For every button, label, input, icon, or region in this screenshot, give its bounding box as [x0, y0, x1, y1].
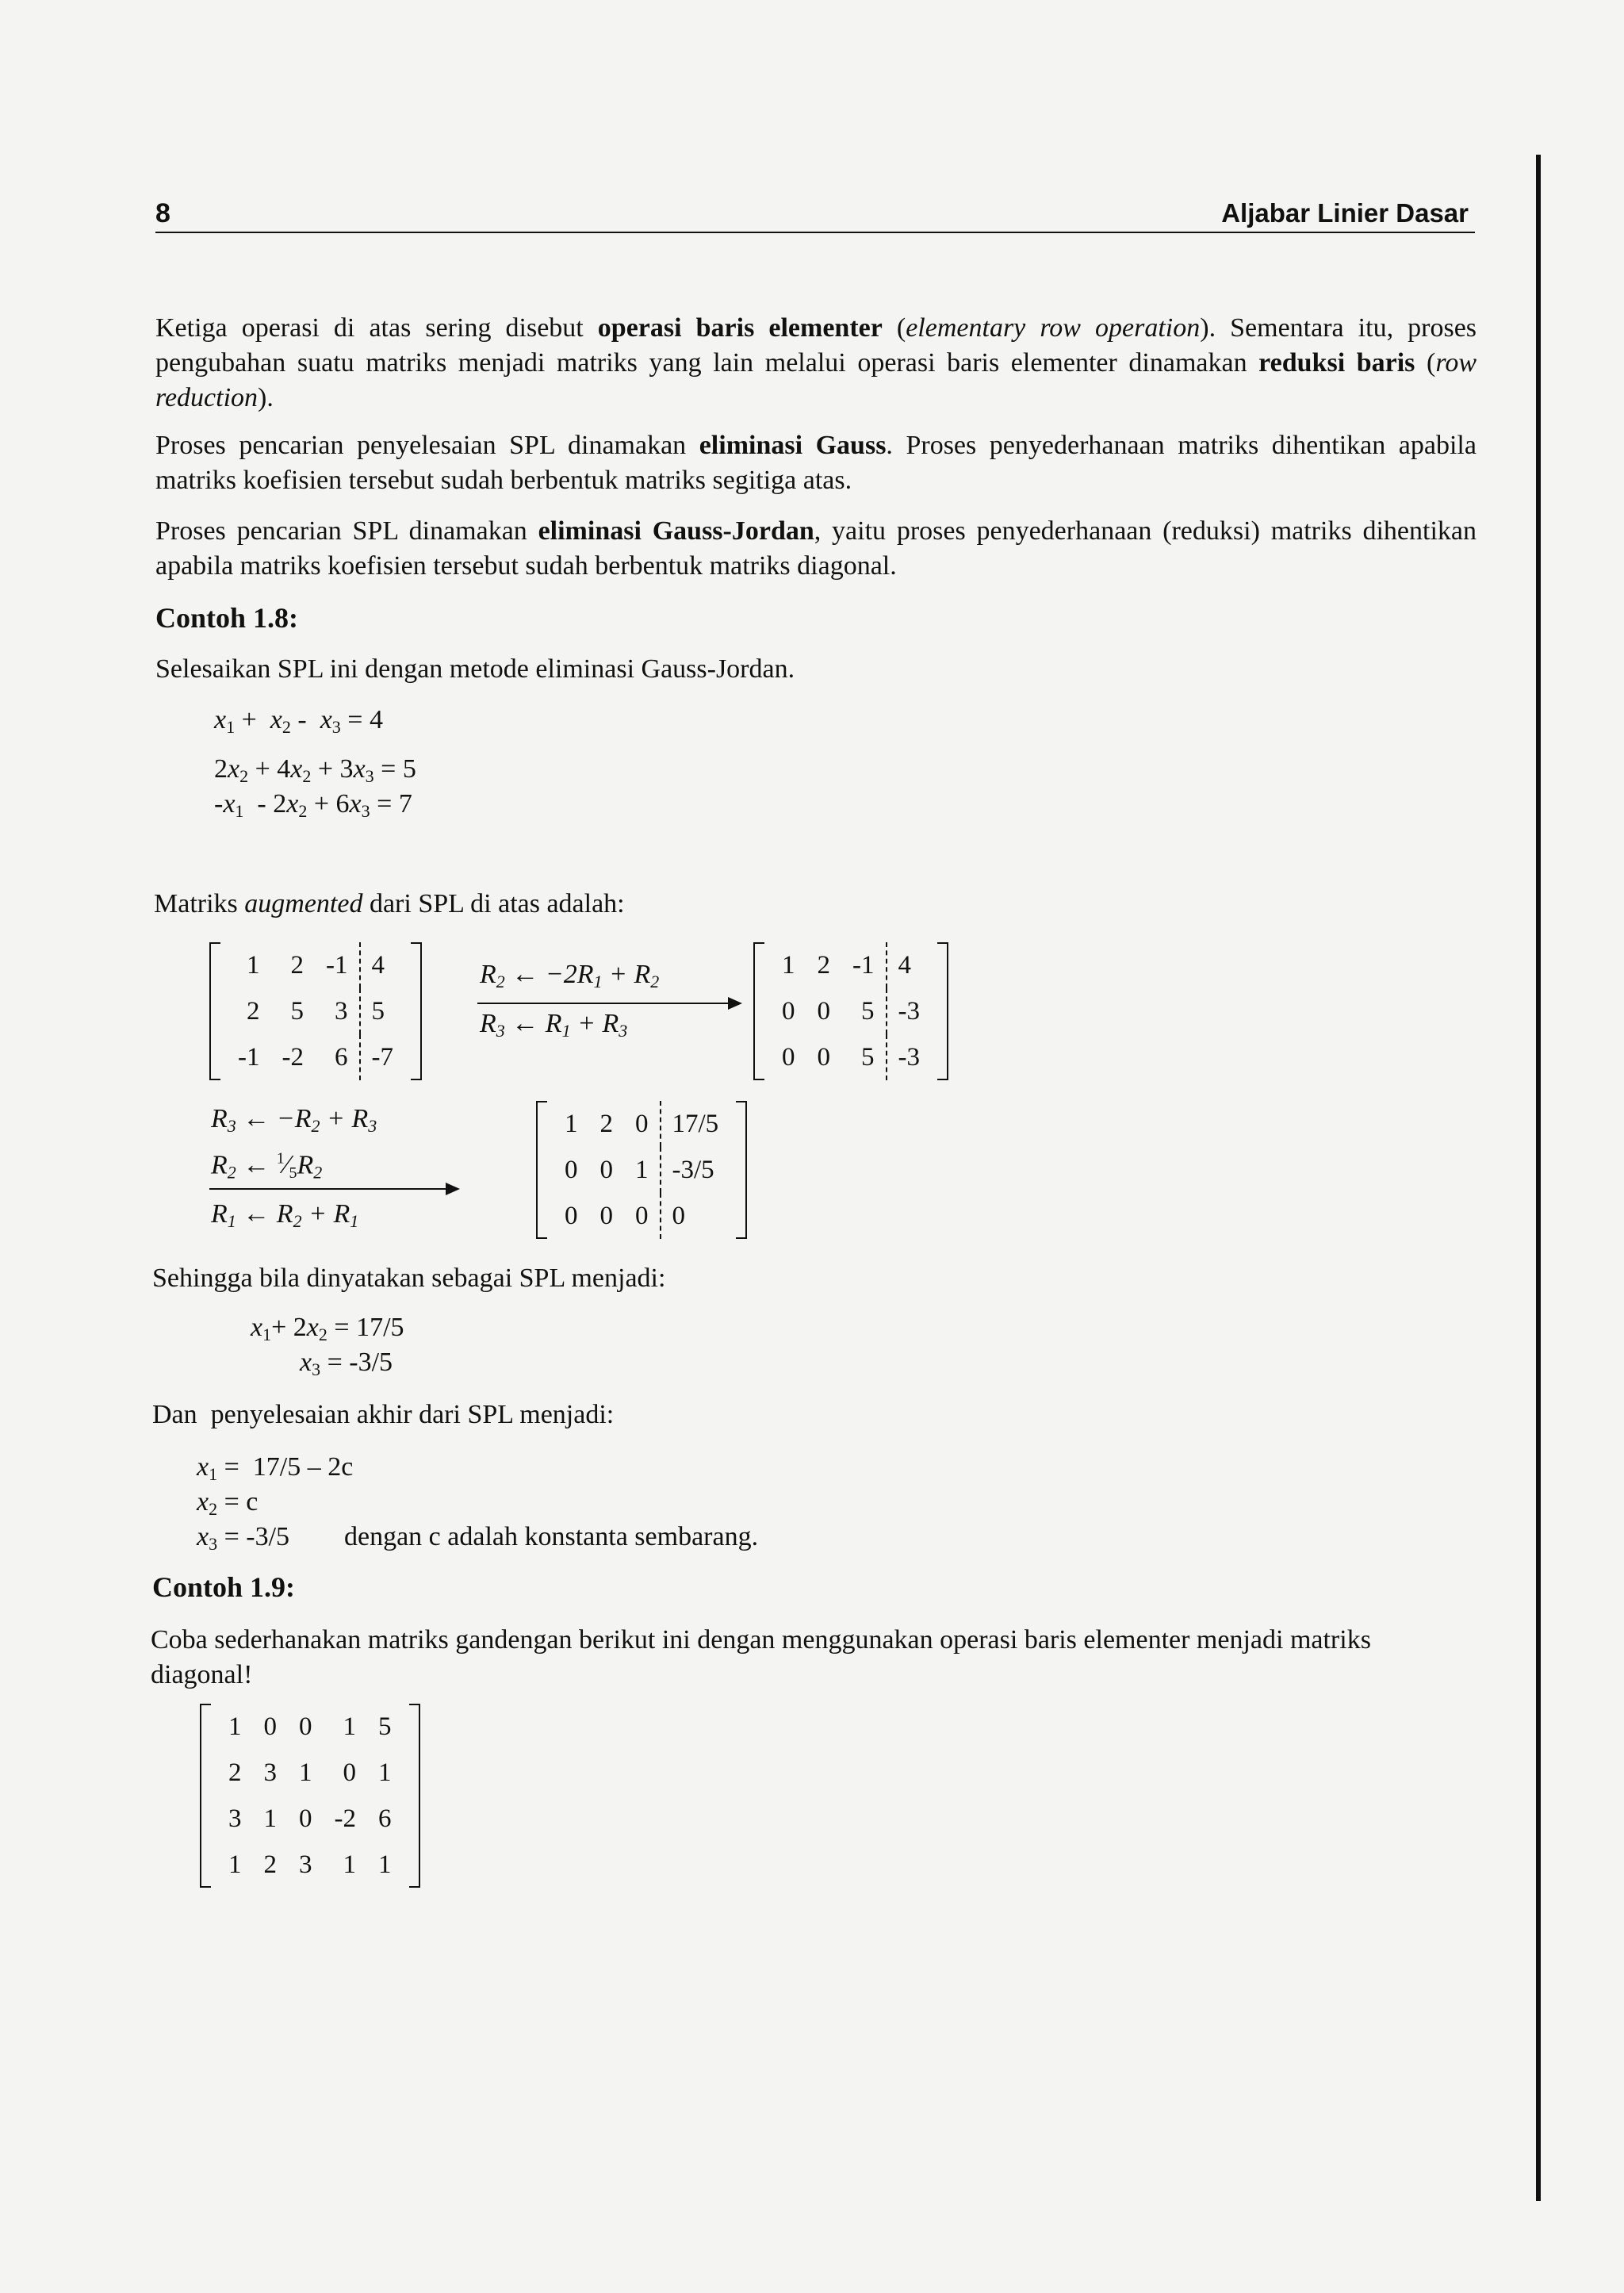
matrix-cell: 3: [263, 1758, 277, 1787]
book-title: Aljabar Linier Dasar: [1221, 198, 1469, 228]
matrix-cell: 1: [565, 1109, 578, 1138]
text: ). Sementara itu, proses pengubahan suatu matriks menjadi matriks yang lain melalui operasi baris elementer dinamakan: [155, 313, 1477, 378]
matrix-row: [771, 1034, 931, 1080]
matrix-row: [553, 1193, 730, 1239]
matrix-cell: 1: [378, 1850, 392, 1879]
matrix-cell: 2: [228, 1758, 242, 1787]
matrix-cell: 0: [565, 1201, 578, 1230]
heading-contoh-1-9: Contoh 1.9:: [152, 1571, 296, 1603]
term-row-reduction: row reduction: [155, 348, 1477, 412]
augmented-matrix: [209, 942, 422, 1080]
paragraph-gauss: [155, 428, 1477, 498]
matrix-cell: -2: [282, 1042, 304, 1072]
left-bracket: [209, 942, 220, 1080]
matrix-cell: 1: [228, 1850, 242, 1879]
text: Proses pencarian penyelesaian SPL dinamakan: [155, 431, 699, 460]
term-eliminasi-gauss-jordan: eliminasi Gauss-Jordan: [538, 516, 814, 546]
matrix-cell: 0: [299, 1804, 312, 1833]
matrix-cell: 1: [782, 950, 795, 980]
matrix-cell: -3: [898, 1042, 920, 1072]
matrix-cell: 1: [228, 1712, 242, 1741]
term-elementary-row-operation: elementary row operation: [906, 313, 1201, 343]
instruction-1-9: Coba sederhanakan matriks gandengan berikut ini dengan menggunakan operasi baris elementer menjadi matriks diagonal!: [151, 1625, 1371, 1689]
solution-x2: $x_2 = c$: [197, 1487, 259, 1519]
matrix-cell: 5: [861, 996, 875, 1026]
text: Ketiga operasi di atas sering disebut: [155, 313, 598, 343]
matrix-row: [227, 942, 404, 988]
matrix-cell: 1: [263, 1804, 277, 1833]
transform-arrow-2: [209, 1188, 457, 1190]
matrix-cell: 0: [263, 1712, 277, 1741]
matrix-row: [553, 1101, 730, 1147]
transform-arrow-1: [477, 1003, 739, 1004]
equation-2: $2x_2 + 4x_2 + 3x_3 = 5$: [214, 754, 416, 786]
matrix-cell: 2: [817, 950, 830, 980]
matrix-cell: 2: [290, 950, 304, 980]
matrix-cell: 4: [898, 950, 911, 980]
row-op-r3-second: $R_3$ ← $-R_2 + R_3$: [211, 1104, 377, 1136]
matrix-cell: -1: [326, 950, 348, 980]
matrix-body: [771, 942, 931, 1080]
matrix-row: [217, 1842, 403, 1888]
equation-3: $-x_1 - 2x_2 + 6x_3 = 7$: [214, 789, 412, 821]
term-eliminasi-gauss: eliminasi Gauss: [699, 431, 887, 460]
text: . Proses penyederhanaan matriks dihentikan apabila matriks koefisien tersebut sudah berbentuk matriks segitiga atas.: [155, 431, 1477, 495]
matrix-cell: 0: [299, 1712, 312, 1741]
matrix-cell: 5: [290, 996, 304, 1026]
matrix-cell: 5: [861, 1042, 875, 1072]
matrix-row: [217, 1796, 403, 1842]
matrix-row: [217, 1750, 403, 1796]
matrix-cell: -3/5: [672, 1155, 714, 1184]
page-number: 8: [155, 198, 170, 228]
text: Proses pencarian SPL dinamakan: [155, 516, 538, 546]
text: , yaitu proses penyederhanaan (reduksi) matriks dihentikan apabila matriks koefisien tersebut sudah berbentuk matriks diagonal.: [155, 516, 1477, 581]
matrix-cell: 6: [335, 1042, 348, 1072]
text: ).: [258, 383, 274, 412]
matrix-cell: 0: [565, 1155, 578, 1184]
matrix-row: [227, 1034, 404, 1080]
matrix-body: [227, 942, 404, 1080]
matrix-row: [553, 1147, 730, 1193]
heading-contoh-1-8: Contoh 1.8:: [155, 602, 299, 634]
matrix-cell: 0: [817, 996, 830, 1026]
instruction-1-8: Selesaikan SPL ini dengan metode eliminasi Gauss-Jordan.: [155, 654, 795, 684]
matrix-cell: -2: [334, 1804, 356, 1833]
matrix-cell: 5: [378, 1712, 392, 1741]
matrix-cell: 0: [599, 1201, 613, 1230]
matrix-cell: -7: [371, 1042, 393, 1072]
row-op-r1: $R_1$ ← $R_2 + R_1$: [211, 1199, 359, 1231]
equation-1: $x_1 + x_2 - x_3 = 4$: [214, 705, 383, 737]
matrix-body: [217, 1704, 403, 1888]
reduced-matrix-final: [536, 1101, 747, 1239]
final-solution-intro: Dan penyelesaian akhir dari SPL menjadi:: [152, 1400, 615, 1429]
matrix-cell: 3: [335, 996, 348, 1026]
matrix-cell: 0: [635, 1201, 649, 1230]
matrix-cell: 1: [378, 1758, 392, 1787]
matrix-row: [227, 988, 404, 1034]
text: (: [1415, 348, 1436, 378]
page-edge-bar: [1536, 155, 1541, 2201]
matrix-cell: 4: [371, 950, 385, 980]
result-equation-1: $x_1+ 2x_2 = 17/5$: [251, 1313, 404, 1344]
row-op-r2-scale: $R_2$ ← $^1⁄_5R_2$: [211, 1150, 323, 1183]
right-bracket: [937, 942, 948, 1080]
matrix-cell: 1: [635, 1155, 649, 1184]
matrix-row: [217, 1704, 403, 1750]
left-bracket: [200, 1704, 211, 1888]
left-bracket: [753, 942, 764, 1080]
text: (: [882, 313, 906, 343]
spl-result-intro: Sehingga bila dinyatakan sebagai SPL menjadi:: [152, 1263, 666, 1293]
matrix-cell: -1: [852, 950, 875, 980]
term-reduksi-baris: reduksi baris: [1258, 348, 1415, 378]
right-bracket: [736, 1101, 747, 1239]
matrix-cell: 0: [817, 1042, 830, 1072]
matrix-cell: 0: [782, 996, 795, 1026]
right-bracket: [409, 1704, 420, 1888]
matrix-cell: -3: [898, 996, 920, 1026]
solution-x3: $x_3 = -3/5$: [197, 1522, 290, 1554]
left-bracket: [536, 1101, 547, 1239]
matrix-cell: 6: [378, 1804, 392, 1833]
matrix-cell: 2: [247, 996, 260, 1026]
right-bracket: [411, 942, 422, 1080]
paragraph-gauss-jordan: [155, 514, 1477, 584]
matrix-row: [771, 942, 931, 988]
matrix-cell: 0: [635, 1109, 649, 1138]
row-op-r3: $R_3$ ← $R_1 + R_3$: [480, 1009, 628, 1041]
solution-x1: $x_1 = 17/5 - 2c$: [197, 1452, 354, 1484]
reduced-matrix-1: [753, 942, 948, 1080]
header-rule: [155, 232, 1475, 233]
matrix-row: [771, 988, 931, 1034]
constant-note: dengan c adalah konstanta sembarang.: [344, 1522, 759, 1551]
matrix-cell: 3: [299, 1850, 312, 1879]
term-operasi-baris-elementer: operasi baris elementer: [597, 313, 883, 343]
matrix-cell: 1: [343, 1712, 356, 1741]
paragraph-row-operations: [155, 311, 1477, 416]
exercise-matrix: [200, 1704, 420, 1888]
matrix-cell: 2: [263, 1850, 277, 1879]
row-op-r2: $R_2$ ← $-2R_1 + R_2$: [480, 960, 660, 991]
matrix-cell: 0: [343, 1758, 356, 1787]
matrix-cell: 0: [599, 1155, 613, 1184]
augmented-intro: Matriks augmented dari SPL di atas adalah:: [154, 889, 625, 918]
matrix-cell: 2: [599, 1109, 613, 1138]
matrix-cell: 1: [343, 1850, 356, 1879]
matrix-cell: 0: [782, 1042, 795, 1072]
result-equation-2: $x_3 = -3/5$: [300, 1348, 393, 1379]
matrix-cell: 17/5: [672, 1109, 719, 1138]
matrix-cell: 1: [299, 1758, 312, 1787]
matrix-cell: 1: [247, 950, 260, 980]
matrix-body: [553, 1101, 730, 1239]
matrix-cell: 5: [371, 996, 385, 1026]
matrix-cell: -1: [238, 1042, 260, 1072]
matrix-cell: 3: [228, 1804, 242, 1833]
matrix-cell: 0: [672, 1201, 685, 1230]
